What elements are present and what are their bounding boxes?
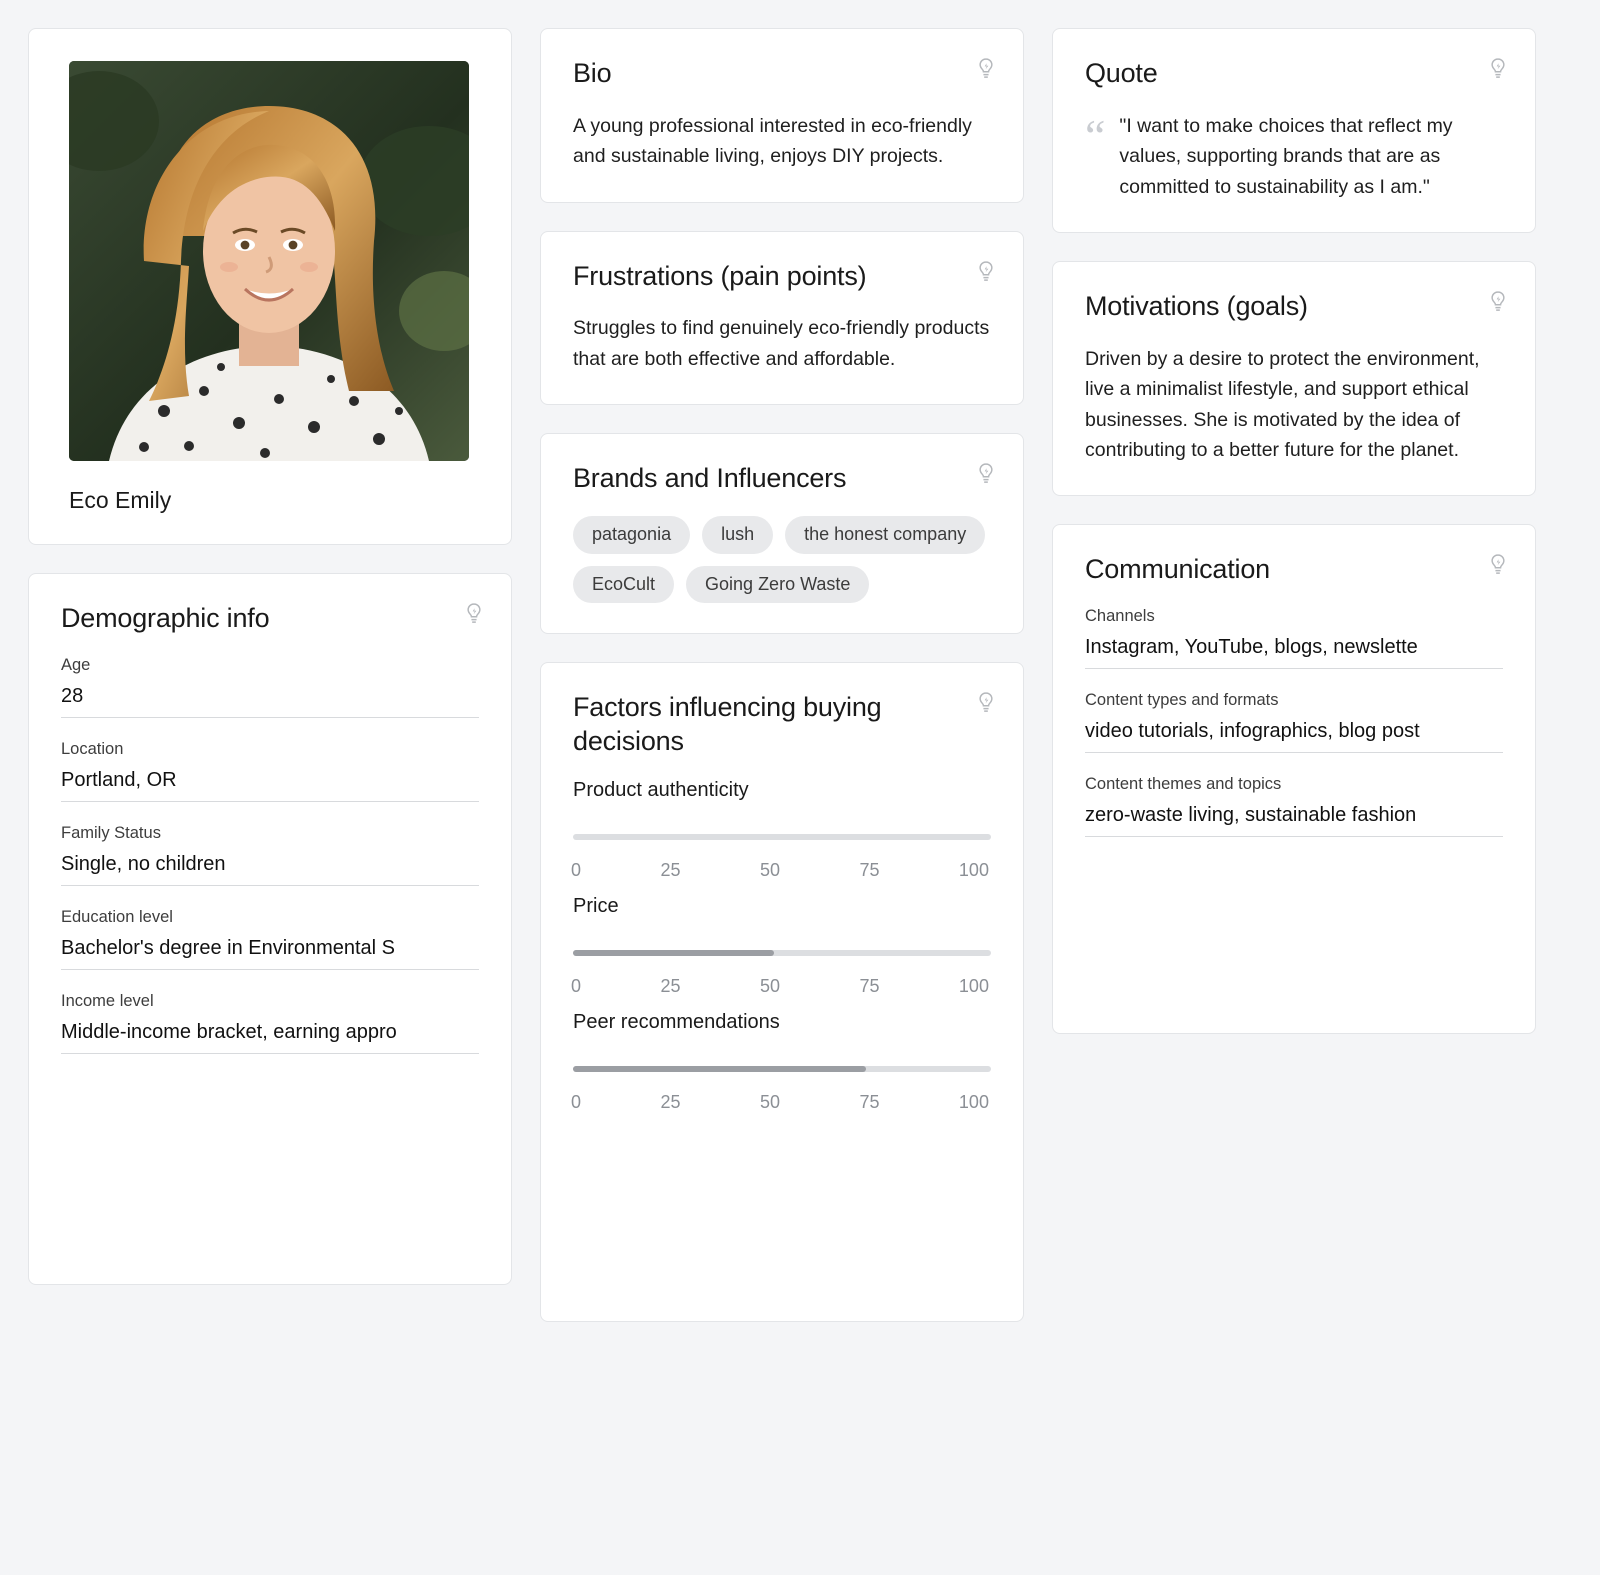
motivations-text: Driven by a desire to protect the environment, live a minimalist lifestyle, and support ethical businesses. She is motivated by the idea of contributing to a better future for the planet. xyxy=(1085,347,1480,461)
field-value[interactable]: 28 xyxy=(61,685,479,718)
quote-text: "I want to make choices that reflect my values, supporting brands that are as committed to sustainability as I am." xyxy=(1119,114,1453,198)
tick-label: 0 xyxy=(571,859,582,880)
field-label: Education level xyxy=(61,907,173,926)
field-value[interactable]: Portland, OR xyxy=(61,769,479,802)
card-title: Brands and Influencers xyxy=(573,463,847,494)
quote-mark-icon: “ xyxy=(1085,109,1106,161)
brand-chip[interactable]: lush xyxy=(702,516,773,554)
slider-track[interactable] xyxy=(573,950,991,956)
factor-label: Peer recommendations xyxy=(573,1010,780,1033)
card-title: Frustrations (pain points) xyxy=(573,260,867,291)
persona-name: Eco Emily xyxy=(69,487,172,513)
field-family-status xyxy=(61,824,479,886)
frustrations-card xyxy=(540,231,1024,406)
tick-label: 25 xyxy=(660,975,681,996)
card-title: Bio xyxy=(573,58,612,88)
avatar xyxy=(69,61,469,461)
factor-label: Product authenticity xyxy=(573,778,749,801)
factor-slider-price xyxy=(573,895,991,997)
lightbulb-icon[interactable] xyxy=(1487,57,1509,81)
field-label: Location xyxy=(61,739,124,758)
frustrations-text: Struggles to find genuinely eco-friendly products that are both effective and affordable. xyxy=(573,317,990,370)
communication-card xyxy=(1052,524,1536,1034)
card-title: Motivations (goals) xyxy=(1085,290,1308,321)
field-value[interactable]: zero-waste living, sustainable fashion xyxy=(1085,804,1503,837)
tick-label: 100 xyxy=(958,1091,989,1112)
brand-chip[interactable]: Going Zero Waste xyxy=(686,566,869,604)
slider-track[interactable] xyxy=(573,834,991,840)
card-title: Communication xyxy=(1085,554,1270,585)
slider-ticks xyxy=(573,1092,991,1113)
slider-fill xyxy=(573,1066,866,1072)
tick-label: 75 xyxy=(859,975,880,996)
field-label: Content themes and topics xyxy=(1085,775,1282,794)
lightbulb-icon[interactable] xyxy=(975,260,997,284)
quote-row xyxy=(1085,111,1503,202)
tick-label: 100 xyxy=(958,975,989,996)
tick-label: 50 xyxy=(759,859,780,880)
field-label: Family Status xyxy=(61,823,161,842)
lightbulb-icon[interactable] xyxy=(975,691,997,715)
field-label: Age xyxy=(61,655,91,674)
field-value[interactable]: Bachelor's degree in Environmental S xyxy=(61,937,479,970)
slider-ticks xyxy=(573,860,991,881)
demographic-info-card xyxy=(28,573,512,1285)
field-location xyxy=(61,740,479,802)
field-value[interactable]: Single, no children xyxy=(61,853,479,886)
field-content-types xyxy=(1085,691,1503,753)
slider-track[interactable] xyxy=(573,1066,991,1072)
brand-chip[interactable]: EcoCult xyxy=(573,566,674,604)
field-label: Income level xyxy=(61,991,154,1010)
brands-and-influencers-card xyxy=(540,433,1024,634)
tick-label: 100 xyxy=(958,859,989,880)
field-label: Content types and formats xyxy=(1085,691,1279,710)
field-content-themes xyxy=(1085,775,1503,837)
column-right xyxy=(1052,28,1564,1322)
tick-label: 50 xyxy=(759,975,780,996)
field-age xyxy=(61,656,479,718)
column-left xyxy=(28,28,540,1322)
column-middle xyxy=(540,28,1052,1322)
factor-label: Price xyxy=(573,894,619,917)
field-value[interactable]: Instagram, YouTube, blogs, newslette xyxy=(1085,636,1503,669)
lightbulb-icon[interactable] xyxy=(1487,290,1509,314)
slider-ticks xyxy=(573,976,991,997)
tick-label: 25 xyxy=(660,1091,681,1112)
lightbulb-icon[interactable] xyxy=(975,57,997,81)
tick-label: 50 xyxy=(759,1091,780,1112)
slider-fill xyxy=(573,950,774,956)
factor-slider-product-authenticity xyxy=(573,779,991,881)
lightbulb-icon[interactable] xyxy=(463,602,485,626)
field-education-level xyxy=(61,908,479,970)
lightbulb-icon[interactable] xyxy=(975,462,997,486)
field-channels xyxy=(1085,607,1503,669)
profile-card xyxy=(28,28,512,545)
tick-label: 75 xyxy=(859,859,880,880)
bio-text: A young professional interested in eco-friendly and sustainable living, enjoys DIY projects. xyxy=(573,114,972,168)
field-label: Channels xyxy=(1085,607,1155,626)
tick-label: 75 xyxy=(859,1091,880,1112)
lightbulb-icon[interactable] xyxy=(1487,553,1509,577)
tick-label: 0 xyxy=(571,1091,582,1112)
card-title: Demographic info xyxy=(61,603,270,633)
tick-label: 0 xyxy=(571,975,582,996)
field-income-level xyxy=(61,992,479,1054)
factor-slider-peer-recommendations xyxy=(573,1011,991,1113)
tick-label: 25 xyxy=(660,859,681,880)
field-value[interactable]: Middle-income bracket, earning appro xyxy=(61,1021,479,1054)
motivations-card xyxy=(1052,261,1536,496)
brand-chip[interactable]: the honest company xyxy=(785,516,985,554)
quote-card xyxy=(1052,28,1536,233)
card-title: Factors influencing buying decisions xyxy=(573,692,882,757)
brand-chip-list xyxy=(573,516,991,604)
card-title: Quote xyxy=(1085,58,1158,88)
field-value[interactable]: video tutorials, infographics, blog post xyxy=(1085,720,1503,753)
bio-card xyxy=(540,28,1024,203)
buying-factors-card xyxy=(540,662,1024,1322)
brand-chip[interactable]: patagonia xyxy=(573,516,690,554)
